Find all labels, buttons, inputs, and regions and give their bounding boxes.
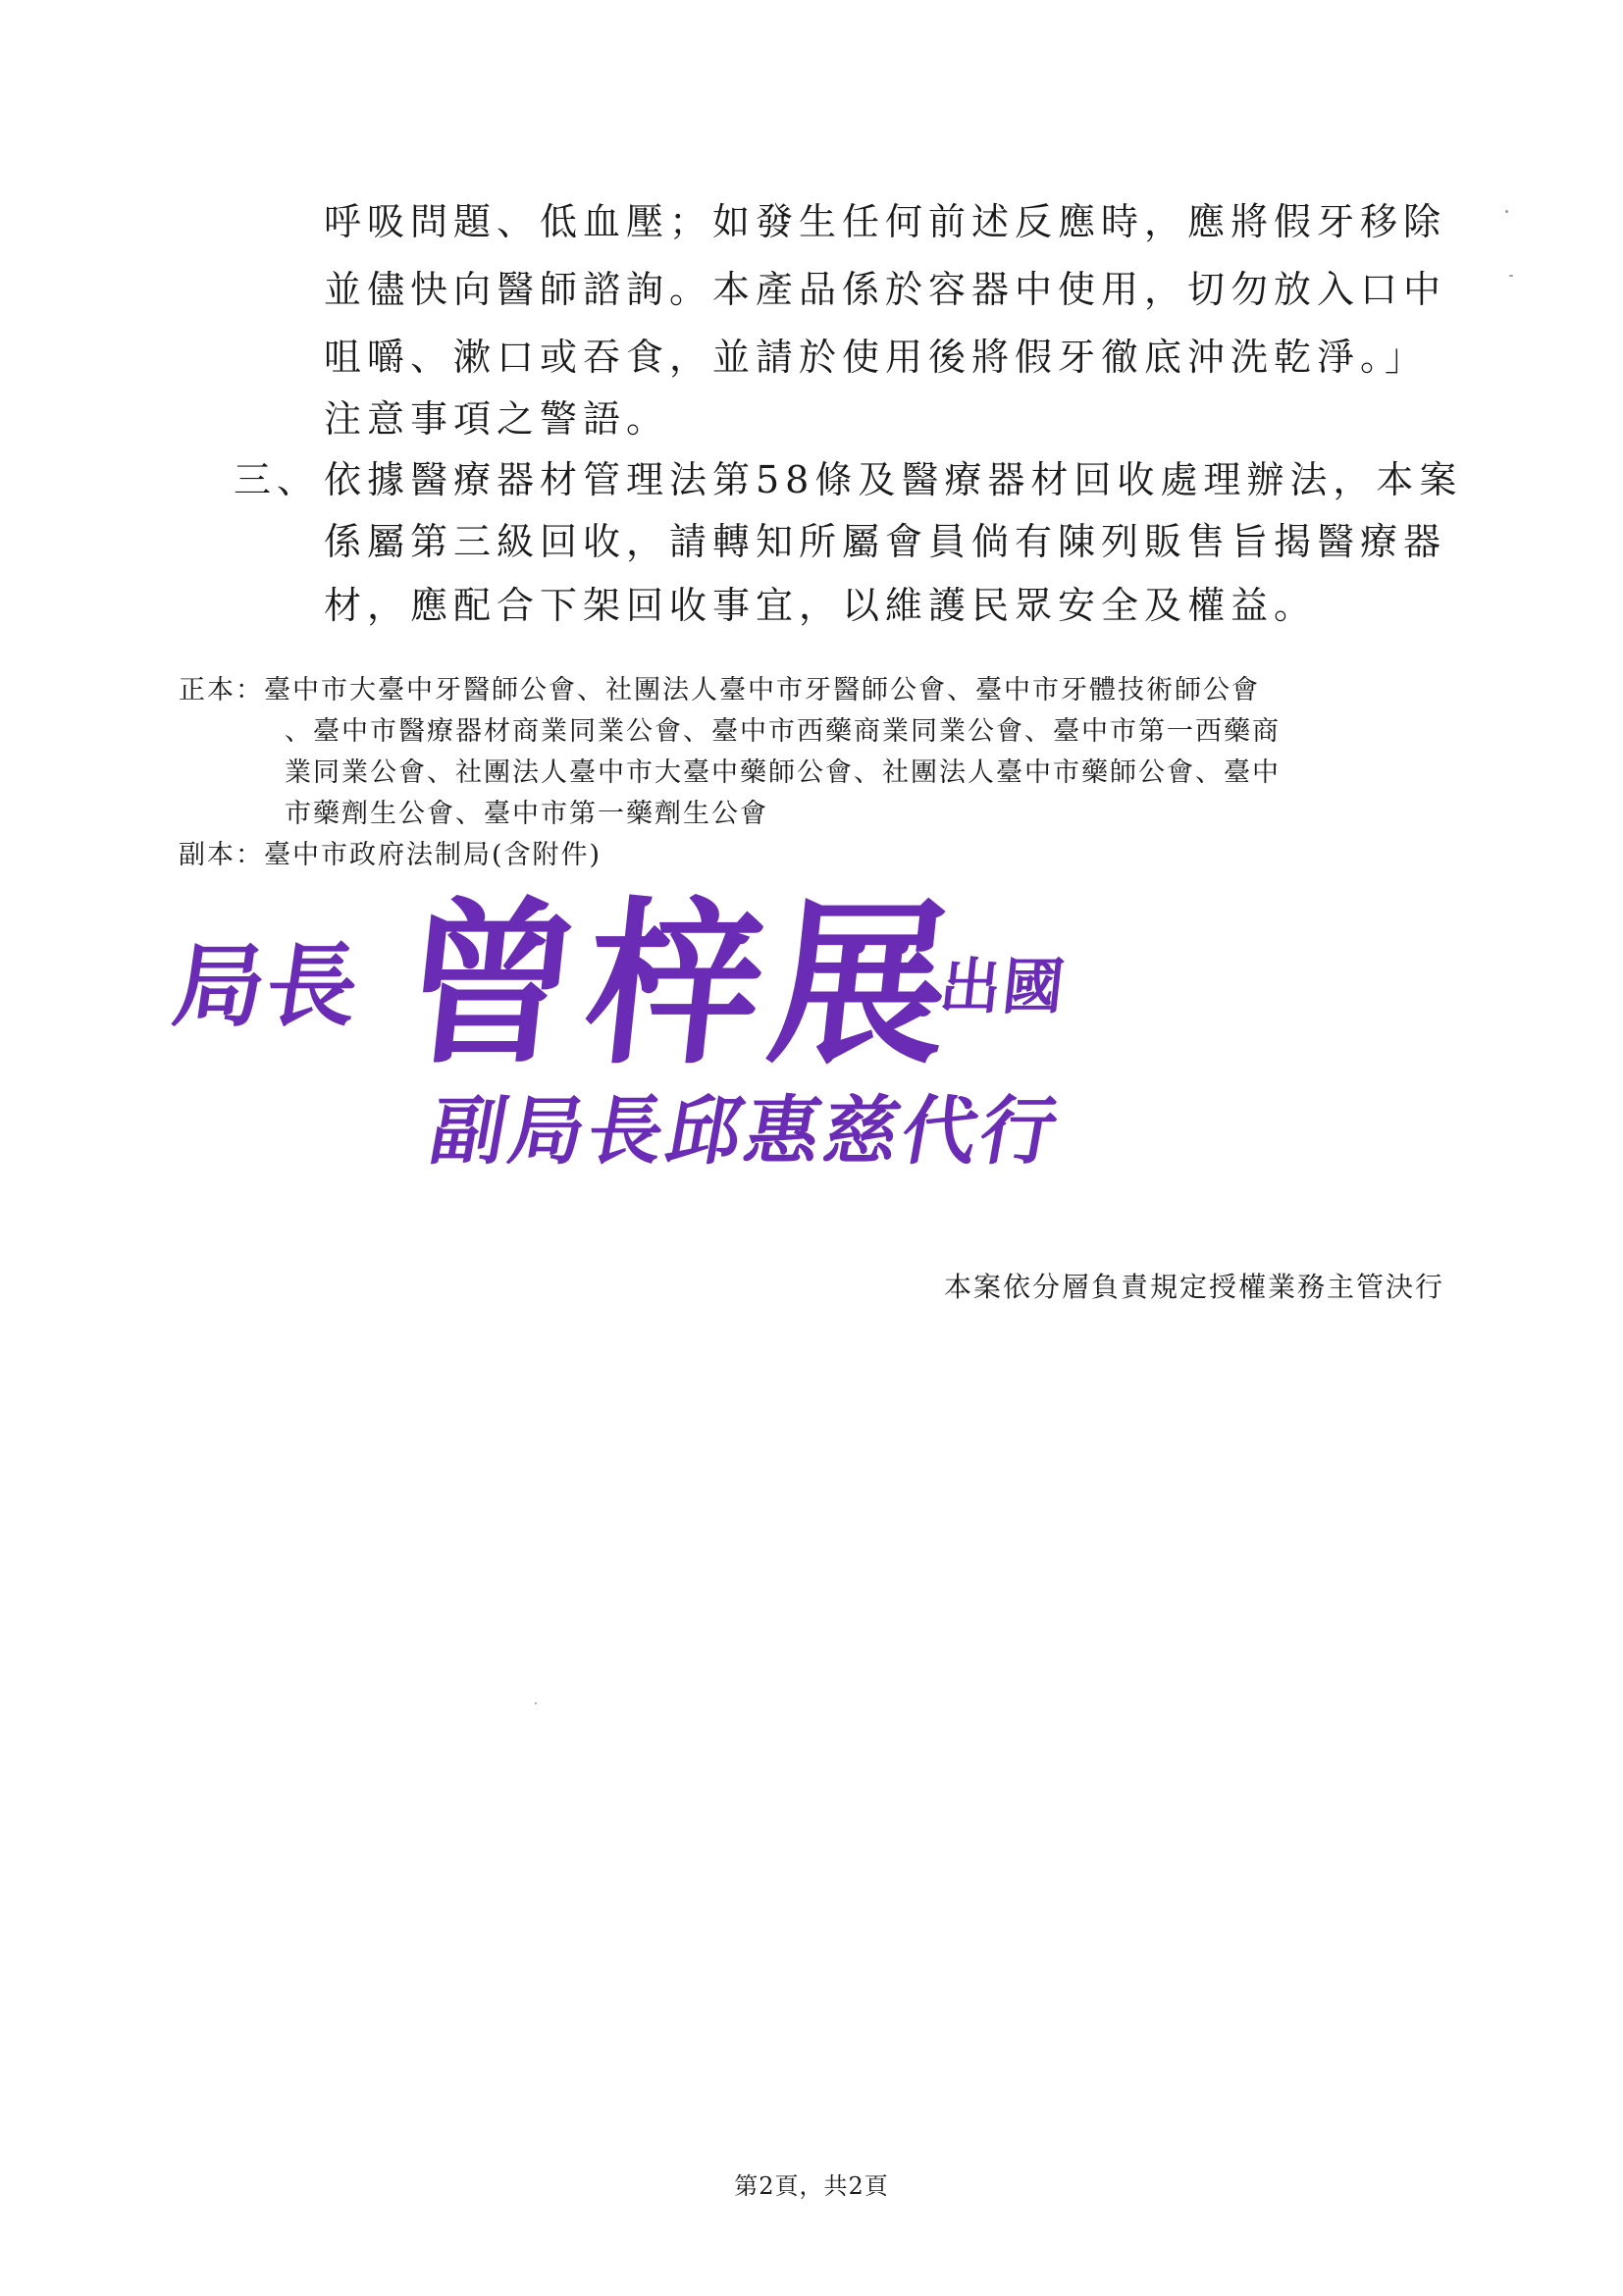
item-3-line-2: 係屬第三級回收，請轉知所屬會員倘有陳列販售旨揭醫療器 xyxy=(324,520,1447,563)
stamp-deputy: 副局長邱惠慈代行 xyxy=(424,1087,1068,1174)
delegation-note: 本案依分層負責規定授權業務主管決行 xyxy=(943,1271,1444,1303)
copy-recipients: 副本：臺中市政府法制局(含附件) xyxy=(179,840,602,870)
page-number: 第2頁，共2頁 xyxy=(734,2172,889,2200)
body-line-1: 呼吸問題、低血壓；如發生任何前述反應時，應將假牙移除 xyxy=(324,200,1447,243)
stamp-abroad: 出國 xyxy=(936,951,1070,1022)
item-3-line-3: 材，應配合下架回收事宜，以維護民眾安全及權益。 xyxy=(324,584,1318,627)
original-recipients-line-2: 、臺中市醫療器材商業同業公會、臺中市西藥商業同業公會、臺中市第一西藥商 xyxy=(285,716,1281,747)
scan-speck xyxy=(535,1702,537,1704)
stamp-name: 曾梓展 xyxy=(392,883,968,1088)
original-recipients-line-3: 業同業公會、社團法人臺中市大臺中藥師公會、社團法人臺中市藥師公會、臺中 xyxy=(285,757,1281,788)
item-3-label: 三、 xyxy=(234,458,321,501)
original-recipients-line-1: 正本：臺中市大臺中牙醫師公會、社團法人臺中市牙醫師公會、臺中市牙體技術師公會 xyxy=(179,675,1260,705)
scan-speck xyxy=(1509,275,1513,277)
scan-speck xyxy=(1505,210,1508,213)
original-recipients-line-4: 市藥劑生公會、臺中市第一藥劑生公會 xyxy=(285,799,768,829)
body-line-4: 注意事項之警語。 xyxy=(324,397,670,441)
stamp-title: 局長 xyxy=(167,934,367,1039)
body-line-3: 咀嚼、漱口或吞食，並請於使用後將假牙徹底沖洗乾淨。」 xyxy=(324,336,1429,379)
body-line-2: 並儘快向醫師諮詢。本產品係於容器中使用，切勿放入口中 xyxy=(324,268,1447,311)
item-3-line-1: 依據醫療器材管理法第58條及醫療器材回收處理辦法，本案 xyxy=(324,458,1463,501)
